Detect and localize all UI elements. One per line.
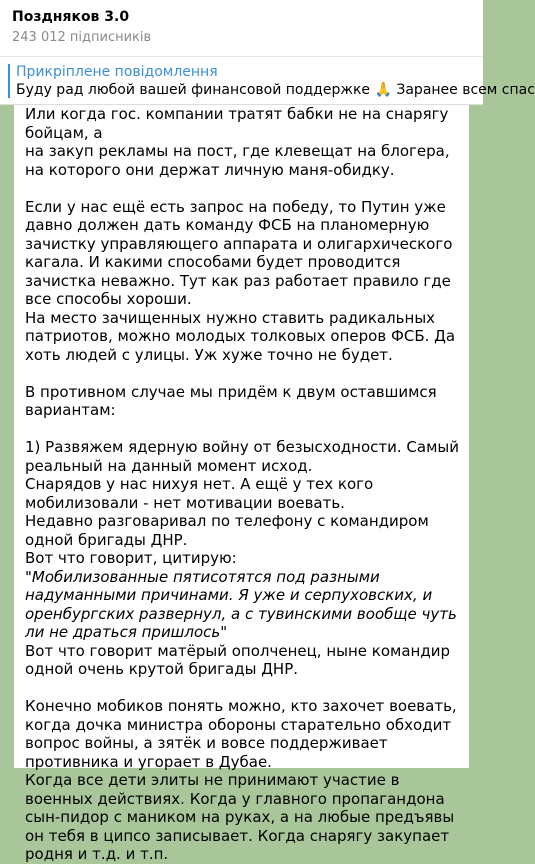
channel-title[interactable]: Поздняков 3.0 <box>12 9 130 25</box>
channel-header[interactable] <box>0 0 483 57</box>
message-bubble <box>14 105 469 863</box>
pinned-label: Прикріплене повідомлення <box>16 64 218 80</box>
message-paragraph: на закуп рекламы на пост, где клевещат на блогера, на которого они держат личную маня-обидку. <box>25 142 450 179</box>
pray-icon: 🙏 <box>374 82 392 98</box>
message-paragraph: Вот что говорит, цитирую: <box>25 549 237 567</box>
message-paragraph: Когда все дети элиты не принимают участие в военных действиях. Когда у главного пропагандона сын-пидор с маником на руках, а на любые предъявы он тебя в ципсо записывает. Когда снарягу закупает родня и т.д. и т.п. <box>25 771 455 863</box>
pinned-accent-bar <box>8 64 10 98</box>
message-text <box>25 105 465 864</box>
pinned-text <box>16 81 535 99</box>
message-paragraph: На место зачищенных нужно ставить радикальных патриотов, можно молодых толковых оперов ФСБ. Да хоть людей с улицы. Уж хуже точно не будет. <box>25 308 456 364</box>
message-paragraph: В противном случае мы придём к двум оставшимся вариантам: <box>25 382 437 419</box>
pinned-message-bar[interactable] <box>0 57 535 105</box>
pinned-text-start: Буду рад любой вашей финансовой поддержке <box>16 82 375 98</box>
pinned-text-end: Заранее всем спас <box>391 82 535 98</box>
message-paragraph: Конечно мобиков понять можно, кто захочет воевать, когда дочка министра обороны старательно обходит вопрос войны, а зятёк и вовсе поддерживает противника и угорает в Дубае. <box>25 697 457 771</box>
message-line-cut: Или когда гос. компании тратят бабки не на снарягу бойцам, а <box>25 105 449 142</box>
subscriber-count: 243 012 підписників <box>12 30 152 45</box>
message-paragraph: Снарядов у нас нихуя нет. А ещё у тех кого мобилизовали - нет мотивации воевать. <box>25 475 374 512</box>
message-paragraph: 1) Развяжем ядерную войну от безысходности. Самый реальный на данный момент исход. <box>25 438 459 475</box>
message-paragraph: Если у нас ещё есть запрос на победу, то Путин уже давно должен дать команду ФСБ на планомерную зачистку управляющего аппарата и олигархического кагала. И какими способами будет проводится зачистка неважно. Тут как раз работает правило где все способы хороши. <box>25 197 453 308</box>
message-quote: "Мобилизованные пятисотятся под разными надуманными причинами. Я уже и серпуховских, и оренбургских развернул, а с тувинскими вообще чуть ли не драться пришлось" <box>25 567 457 641</box>
message-paragraph: Вот что говорит матёрый ополченец, ныне командир одной очень крутой бригады ДНР. <box>25 641 450 678</box>
message-paragraph: Недавно разговаривал по телефону с командиром одной бригады ДНР. <box>25 512 429 549</box>
